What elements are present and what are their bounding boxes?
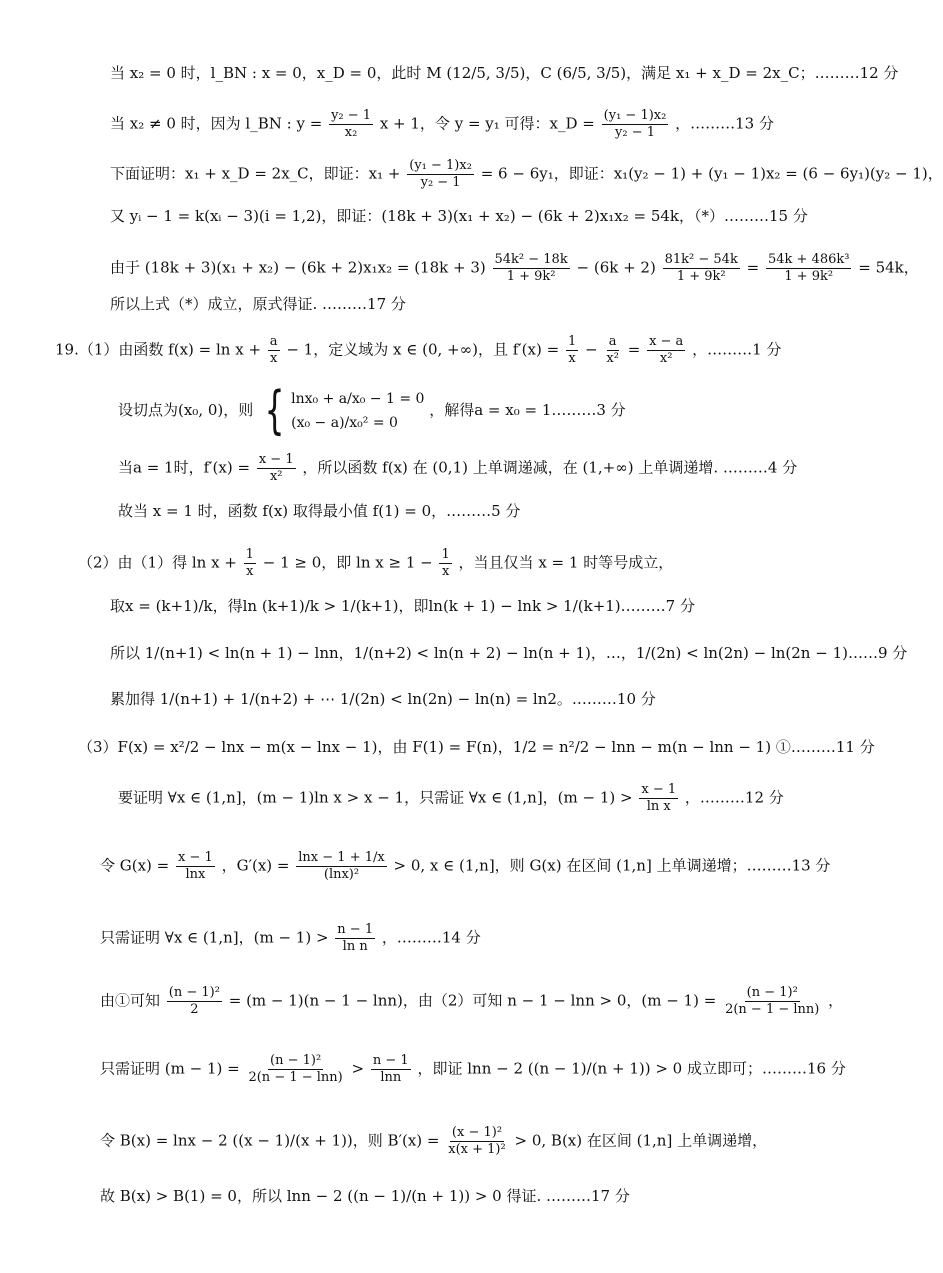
line-9: 当a = 1时，f′(x) = $\frac{x - 1}{\text{x²}}$ ，所以函数 f(x) 在 (0,1) 上单调递减，在 (1,+∞) 上单调递增. ………4 分 xyxy=(118,452,798,484)
fraction: $\frac{1}{x}$ xyxy=(441,547,450,579)
fraction: $\frac{a}{x}$ xyxy=(269,334,278,366)
line-19: 由①可知 $\frac{\text{(n − 1)²}}{2}$ = (m − 1)(n − 1 − lnn)，由（2）可知 n − 1 − lnn > 0，(m − 1) = $\frac{\text{(n − 1)²}}{2(n - 1 - \ln n)}$ ， xyxy=(100,985,844,1017)
line-18: 只需证明 ∀x ∈ (1,n]，(m − 1) > $\frac{n - 1}{\text{ln n}}$ ，………14 分 xyxy=(100,922,481,954)
line-1: 当 x₂ = 0 时，l_BN : x = 0，x_D = 0，此时 M (12/5, 3/5)，C (6/5, 3/5)，满足 x₁ + x_D = 2x_C；………12 分 xyxy=(110,64,899,82)
fraction: $\frac{\text{(y₁ − 1)x₂}}{\text{y₂ − 1}}$ xyxy=(409,158,472,190)
line-6: 所以上式（*）成立，原式得证. ………17 分 xyxy=(110,295,406,313)
line-11: （2）由（1）得 ln x + $\frac{1}{x}$ − 1 ≥ 0，即 ln x ≥ 1 − $\frac{1}{x}$ ，当且仅当 x = 1 时等号成立， xyxy=(78,547,674,579)
line-21: 令 B(x) = lnx − 2 ((x − 1)/(x + 1))，则 B′(x) = $\frac{\text{(x − 1)²}}{\text{x(x + 1)²}}$ > 0, B(x) 在区间 (1,n] 上单调递增， xyxy=(100,1125,768,1157)
fraction: $\frac{1}{x}$ xyxy=(245,547,254,579)
fraction: $\frac{\text{(x − 1)²}}{\text{x(x + 1)²}}$ xyxy=(448,1125,506,1157)
line-15: （3）F(x) = x²/2 − lnx − m(x − lnx − 1)，由 F(1) = F(n)，1/2 = n²/2 − lnn − m(n − lnn − 1) ①………11 分 xyxy=(78,738,875,756)
fraction: $\frac{1}{x}$ xyxy=(567,334,577,366)
fraction: $\frac{\text{81k² − 54k}}{\text{1 + 9k²}}$ xyxy=(664,252,738,284)
line-5: 由于 (18k + 3)(x₁ + x₂) − (6k + 2)x₁x₂ = (18k + 3) $\frac{\text{54k² − 18k}}{\text{1 + 9k²}}$ − (6k + 2) $\frac{\text{81k² − 54k}}{\text{1 + 9k²}}$ = $\frac{\text{54k + 486k³}}{\text{1 + 9k²}}$ = 54k， xyxy=(110,252,919,284)
fraction: $\frac{\text{y₂ − 1}}{\text{x₂}}$ xyxy=(331,108,372,140)
fraction: $\frac{x - 1}{\text{x²}}$ xyxy=(258,452,294,484)
line-7: 19.（1）由函数 f(x) = ln x + $\frac{a}{x}$ − 1，定义域为 x ∈ (0, +∞)，且 f′(x) = $\frac{1}{x}$ − $\frac{a}{\text{x²}}$ = $\frac{x - a}{\text{x²}}$ ，………1 分 xyxy=(55,334,782,366)
fraction: $\frac{\text{54k² − 18k}}{\text{1 + 9k²}}$ xyxy=(494,252,568,284)
fraction: $\frac{\text{54k + 486k³}}{\text{1 + 9k²}}$ xyxy=(767,252,850,284)
line-3: 下面证明：x₁ + x_D = 2x_C，即证：x₁ + $\frac{\text{(y₁ − 1)x₂}}{\text{y₂ − 1}}$ = 6 − 6y₁，即证：x₁(y₂ − 1) + (y₁ − 1)x₂ = (6 − 6y₁)(y₂ − 1)， xyxy=(110,158,943,190)
fraction: $\frac{n - 1}{\ln n}$ xyxy=(372,1053,409,1085)
line-17: 令 G(x) = $\frac{x - 1}{\ln x}$ ，G′(x) = $\frac{\ln x - 1 + 1/x}{\text{(lnx)²}}$ > 0, x ∈ (1,n]，则 G(x) 在区间 (1,n] 上单调递增；………13 分 xyxy=(100,850,831,882)
fraction: $\frac{\text{(y₁ − 1)x₂}}{\text{y₂ − 1}}$ xyxy=(603,108,667,140)
fraction: $\frac{\ln x - 1 + 1/x}{\text{(lnx)²}}$ xyxy=(298,850,385,882)
fraction: $\frac{n - 1}{\text{ln n}}$ xyxy=(337,922,374,954)
line-4: 又 yᵢ − 1 = k(xᵢ − 3)(i = 1,2)，即证：(18k + 3)(x₁ + x₂) − (6k + 2)x₁x₂ = 54k，（*）………15 分 xyxy=(110,207,808,225)
fraction: $\frac{x - a}{\text{x²}}$ xyxy=(649,334,684,366)
line-12: 取x = (k+1)/k，得ln (k+1)/k > 1/(k+1)，即ln(k + 1) − lnk > 1/(k+1)………7 分 xyxy=(110,597,695,615)
fraction: $\frac{\text{(n − 1)²}}{2(n - 1 - \ln n)}$ xyxy=(725,985,820,1017)
line-16: 要证明 ∀x ∈ (1,n]，(m − 1)ln x > x − 1，只需证 ∀x ∈ (1,n]，(m − 1) > $\frac{x - 1}{\text{ln x}}$ ，………12 分 xyxy=(118,782,784,814)
line-8: 设切点为(x₀, 0)，则 { lnx₀ + a/x₀ − 1 = 0 (x₀ − a)/x₀² = 0 ，解得a = x₀ = 1………3 分 xyxy=(118,381,626,441)
fraction: $\frac{x - 1}{\text{ln x}}$ xyxy=(641,782,677,814)
line-14: 累加得 1/(n+1) + 1/(n+2) + ⋯ 1/(2n) < ln(2n) − ln(n) = ln2。………10 分 xyxy=(110,690,656,708)
fraction: $\frac{\text{(n − 1)²}}{2(n - 1 - \ln n)}$ xyxy=(248,1053,343,1085)
line-20: 只需证明 (m − 1) = $\frac{\text{(n − 1)²}}{2(n - 1 - \ln n)}$ > $\frac{n - 1}{\ln n}$ ，即证 lnn − 2 ((n − 1)/(n + 1)) > 0 成立即可；………16 分 xyxy=(100,1053,846,1085)
line-2: 当 x₂ ≠ 0 时，因为 l_BN : y = $\frac{\text{y₂ − 1}}{\text{x₂}}$ x + 1，令 y = y₁ 可得：x_D = $\frac{\text{(y₁ − 1)x₂}}{\text{y₂ − 1}}$ ，………13 分 xyxy=(110,108,774,140)
fraction: $\frac{\text{(n − 1)²}}{2}$ xyxy=(168,985,220,1017)
line-22: 故 B(x) > B(1) = 0，所以 lnn − 2 ((n − 1)/(n + 1)) > 0 得证. ………17 分 xyxy=(100,1187,630,1205)
equation-system: { lnx₀ + a/x₀ − 1 = 0 (x₀ − a)/x₀² = 0 xyxy=(264,381,425,441)
fraction: $\frac{x - 1}{\ln x}$ xyxy=(178,850,213,882)
line-13: 所以 1/(n+1) < ln(n + 1) − lnn，1/(n+2) < ln(n + 2) − ln(n + 1)，…，1/(2n) < ln(2n) − ln(2n − 1)……9 分 xyxy=(110,644,908,662)
left-brace-icon: { xyxy=(264,381,285,441)
fraction: $\frac{a}{\text{x²}}$ xyxy=(606,334,619,366)
line-10: 故当 x = 1 时，函数 f(x) 取得最小值 f(1) = 0，………5 分 xyxy=(118,502,521,520)
